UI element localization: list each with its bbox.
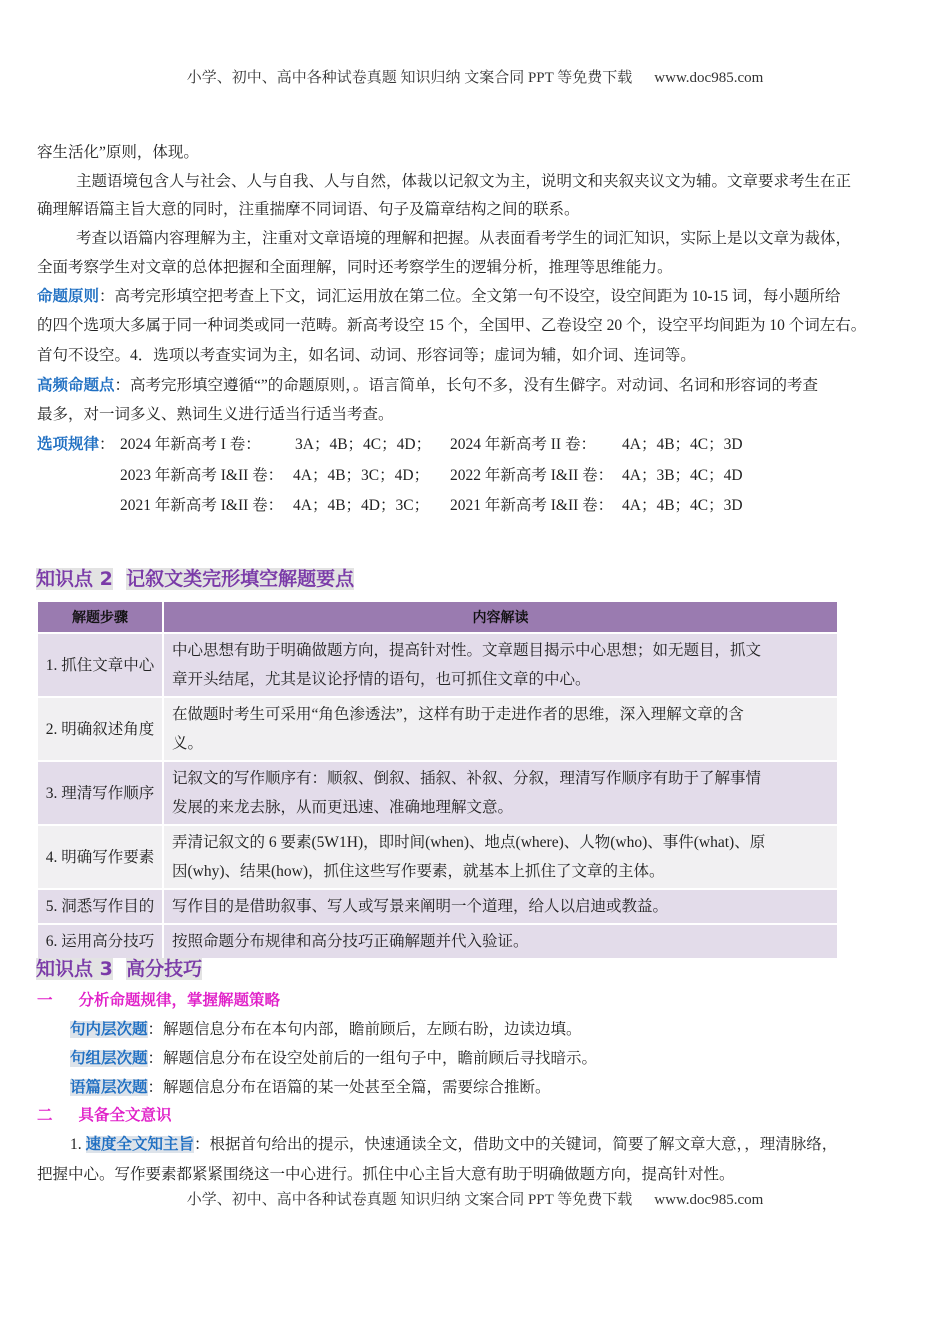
content-cell [163, 825, 838, 889]
item-text: ：解题信息分布在本句内部，瞻前顾后，左顾右盼，边读边填。 [147, 1021, 582, 1038]
options-row-0-c: 2024 年新高考 II 卷： [450, 436, 596, 453]
table-row [37, 761, 838, 825]
options-label: 选项规律 [37, 436, 100, 453]
item-number: 1. [70, 1136, 82, 1153]
frequent-line: 最多，对一词多义、熟词生义进行适当行适当考查。 [37, 406, 394, 423]
section-1-title: 分析命题规律，掌握解题策略 [78, 992, 281, 1009]
principle-line: 首句不设空。4．选项以考查实词为主，如名词、动词、形容词等；虚词为辅，如介词、连词等。 [37, 347, 696, 364]
content-line: 记叙文的写作顺序有：顺叙、倒叙、插叙、补叙、分叙，理清写作顺序有助于了解事情 [172, 770, 762, 787]
content-cell [163, 761, 838, 825]
frequent-line: ：高考完形填空遵循“”的命题原则，。语言简单，长句不多，没有生僻字。对动词、名词和形容词的考查 [114, 377, 819, 394]
footer-text: 小学、初中、高中各种试卷真题 知识归纳 文案合同 PPT 等免费下载 [186, 1192, 633, 1208]
header-url: www.doc985.com [654, 70, 764, 86]
page-footer [0, 1190, 950, 1210]
knowledge-point-3-heading [36, 954, 202, 981]
content-line: 中心思想有助于明确做题方向，提高针对性。文章题目揭示中心思想；如无题目，抓文 [172, 642, 762, 659]
section-2-title: 具备全文意识 [78, 1107, 172, 1124]
options-row-0-a: 2024 年新高考 I 卷： [120, 436, 261, 453]
content-cell [163, 889, 838, 924]
item-text: ：解题信息分布在设空处前后的一组句子中，瞻前顾后寻找暗示。 [147, 1050, 598, 1067]
section-1-number: 一 [37, 992, 53, 1009]
table-header-row [37, 601, 838, 633]
header-text: 小学、初中、高中各种试卷真题 知识归纳 文案合同 PPT 等免费下载 [186, 70, 633, 86]
options-row-0-d: 4A；4B；4C；3D [622, 436, 743, 453]
item-label: 句内层次题 [70, 1021, 148, 1038]
step-cell: 4. 明确写作要素 [37, 825, 163, 889]
step-cell: 5. 洞悉写作目的 [37, 889, 163, 924]
step-cell: 6. 运用高分技巧 [37, 924, 163, 959]
item-label: 语篇层次题 [70, 1079, 148, 1096]
content-line: 因(why)、结果(how)，抓住这些写作要素，就基本上抓住了文章的主体。 [172, 863, 665, 880]
item-label: 速度全文知主旨 [85, 1136, 195, 1153]
intro-line: 全面考察学生对文章的总体把握和全面理解，同时还考察学生的逻辑分析，推理等思维能力。 [37, 259, 673, 276]
section-2-item [70, 1135, 837, 1155]
options-label-wrap: 选项规律： [37, 436, 115, 453]
step-cell: 1. 抓住文章中心 [37, 633, 163, 697]
options-row-1-d: 4A；3B；4C；4D [622, 467, 743, 484]
options-row-1-a: 2023 年新高考 I&II 卷： [120, 467, 284, 484]
options-row-1-b: 4A；4B；3C；4D； [293, 467, 430, 484]
section-1-item [70, 1020, 582, 1040]
step-cell: 2. 明确叙述角度 [37, 697, 163, 761]
content-cell [163, 697, 838, 761]
frequent-paragraph [37, 376, 818, 396]
options-row-0-b: 3A；4B；4C；4D； [295, 436, 432, 453]
content-line: 按照命题分布规律和高分技巧正确解题并代入验证。 [172, 933, 529, 950]
options-row-2-c: 2021 年新高考 I&II 卷： [450, 497, 614, 514]
knowledge-point-2-heading [36, 564, 354, 591]
intro-line: 确理解语篇主旨大意的同时，注重揣摩不同词语、句子及篇章结构之间的联系。 [37, 201, 580, 218]
kp3-title: 高分技巧 [126, 958, 203, 980]
options-row-2-a: 2021 年新高考 I&II 卷： [120, 497, 284, 514]
content-line: 发展的来龙去脉，从而更迅速、准确地理解文意。 [172, 799, 514, 816]
content-line: 章开头结尾，尤其是议论抒情的语句，也可抓住文章的中心。 [172, 671, 591, 688]
principle-line: ：高考完形填空把考查上下文，词汇运用放在第二位。全文第一句不设空，设空间距为 10-15 词，每小题所给 [99, 288, 841, 305]
principle-paragraph [37, 287, 840, 307]
item-text: ：根据首句给出的提示，快速通读全文，借助文中的关键词，简要了解文章大意，，理清脉络， [194, 1136, 838, 1153]
section-2-heading [37, 1106, 172, 1126]
section-1-heading [37, 991, 280, 1011]
content-line: 弄清记叙文的 6 要素(5W1H)，即时间(when)、地点(where)、人物(who)、事件(what)、原 [172, 834, 766, 851]
intro-line: 考查以语篇内容理解为主，注重对文章语境的理解和把握。从表面看考学生的词汇知识，实际上是以文章为裁体， [76, 230, 852, 247]
intro-line: 主题语境包含人与社会、人与自我、人与自然，体裁以记叙文为主，说明文和夹叙夹议文为辅。文章要求考生在正 [76, 173, 852, 190]
footer-url: www.doc985.com [654, 1192, 764, 1208]
content-line: 写作目的是借助叙事、写人或写景来阐明一个道理，给人以启迪或教益。 [172, 898, 669, 915]
content-line: 在做题时考生可采用“角色渗透法”，这样有助于走进作者的思维，深入理解文章的含 [172, 706, 744, 723]
options-row-1-c: 2022 年新高考 I&II 卷： [450, 467, 614, 484]
table-row [37, 825, 838, 889]
section-1-item [70, 1078, 551, 1098]
principle-label: 命题原则 [37, 288, 100, 305]
steps-table [36, 600, 839, 960]
section-2-line: 把握中心。写作要素都紧紧围绕这一中心进行。抓住中心主旨大意有助于明确做题方向，提高针对性。 [37, 1166, 735, 1183]
item-label: 句组层次题 [70, 1050, 148, 1067]
options-row-2-d: 4A；4B；4C；3D [622, 497, 743, 514]
table-row [37, 633, 838, 697]
kp2-title: 记叙文类完形填空解题要点 [126, 568, 355, 590]
table-row [37, 697, 838, 761]
content-cell [163, 924, 838, 959]
intro-line: 容生活化”原则，体现。 [37, 144, 199, 161]
options-row-2-b: 4A；4B；4D；3C； [293, 497, 430, 514]
content-cell [163, 633, 838, 697]
kp2-number: 知识点 2 [36, 568, 113, 590]
content-line: 义。 [172, 735, 204, 752]
item-text: ：解题信息分布在语篇的某一处甚至全篇，需要综合推断。 [147, 1079, 551, 1096]
col-header-content: 内容解读 [163, 601, 838, 633]
kp3-number: 知识点 3 [36, 958, 113, 980]
table-row [37, 889, 838, 924]
step-cell: 3. 理清写作顺序 [37, 761, 163, 825]
col-header-step: 解题步骤 [37, 601, 163, 633]
frequent-label: 高频命题点 [37, 377, 115, 394]
principle-line: 的四个选项大多属于同一种词类或同一范畴。新高考设空 15 个，全国甲、乙卷设空 20 个，设空平均间距为 10 个词左右。 [37, 317, 867, 334]
page-header [0, 68, 950, 88]
section-1-item [70, 1049, 597, 1069]
section-2-number: 二 [37, 1107, 53, 1124]
